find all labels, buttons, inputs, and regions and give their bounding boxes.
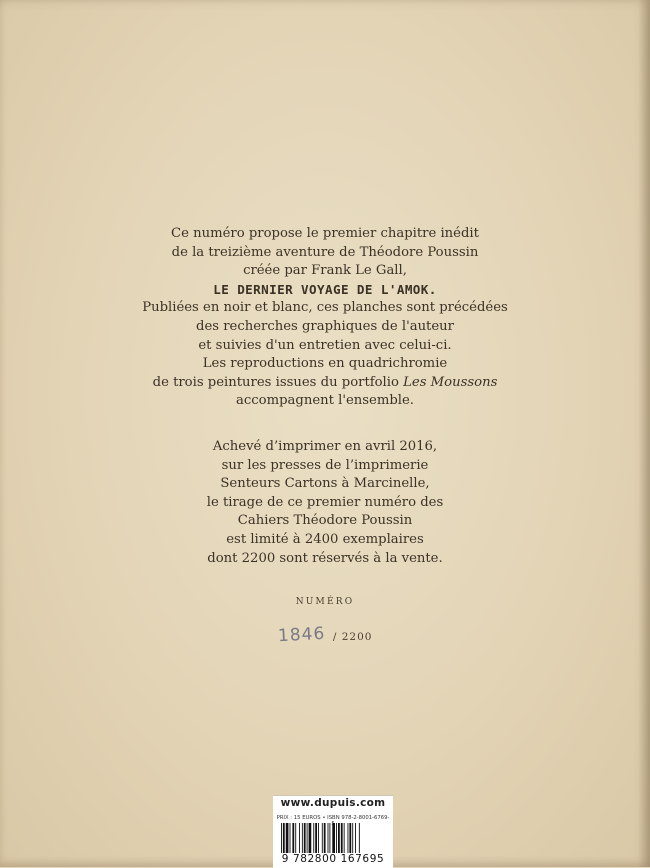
handwritten-number: 1846 [277,623,326,647]
text-line: de la treizième aventure de Théodore Poussin [171,244,479,260]
page-edge-shadow [638,0,650,867]
barcode [279,823,387,853]
portfolio-title: Les Moussons [403,374,498,390]
text-line: Les reproductions en quadrichromie [202,356,448,372]
description-paragraph [0,225,650,411]
colophon-paragraph [0,438,650,568]
text-line: est limité à 2400 exemplaires [226,531,424,547]
publisher-website: www.dupuis.com [273,797,393,811]
barcode-label [273,795,393,868]
text-line: Ce numéro propose le premier chapitre inédit [171,226,479,241]
text-line: créée par Frank Le Gall, [243,263,407,279]
album-title: LE DERNIER VOYAGE DE L'AMOK. [213,281,437,297]
text-segment: de trois peintures issues du portfolio [152,374,404,390]
text-line: accompagnent l'ensemble. [236,393,414,409]
text-line: dont 2200 sont réservés à la vente. [207,550,443,566]
text-line: Publiées en noir et blanc, ces planches sont précédées [142,300,508,316]
text-line: Achevé d’imprimer en avril 2016, [212,439,438,454]
price-isbn-line: PRIX : 15 EUROS • ISBN 978-2-8001-6769- [276,815,390,821]
print-run-total: / 2200 [332,631,373,643]
text-line: le tirage de ce premier numéro des [206,494,444,510]
text-line [0,374,650,393]
text-line: sur les presses de l’imprimerie [221,457,429,473]
numero-label: NUMÉRO [295,597,355,607]
text-line: Cahiers Théodore Poussin [237,513,413,529]
text-line: des recherches graphiques de l'auteur [196,318,454,334]
copy-number [0,625,650,645]
text-line: Senteurs Cartons à Marcinelle, [220,476,430,492]
text-line: et suivies d'un entretien avec celui-ci. [198,337,452,353]
barcode-digits: 9 782800 167695 [281,853,385,865]
